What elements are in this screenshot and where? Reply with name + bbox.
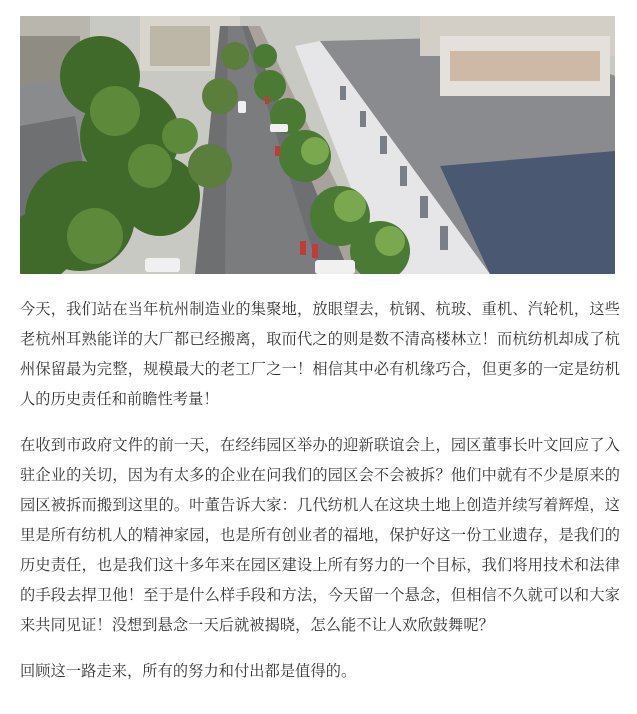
aerial-street-factory-photo	[20, 16, 615, 274]
article-paragraph: 在收到市政府文件的前一天，在经纬园区举办的迎新联谊会上，园区董事长叶文回应了入驻企业的关切，因为有太多的企业在问我们的园区会不会被拆？他们中就有不少是原来的园区被拆而搬到这里的。叶董告诉大家：几代纺机人在这块土地上创造并续写着辉煌，这里是所有纺机人的精神家园，也是所有创业者的福地，保护好这一份工业遗存，是我们的历史责任，也是我们这十多年来在园区建设上所有努力的一个目标，我们将用技术和法律的手段去捍卫他！至于是什么样手段和方法，今天留一个悬念，但相信不久就可以和大家来共同见证！没想到悬念一天后就被揭晓，怎么能不让人欢欣鼓舞呢？	[20, 436, 620, 634]
article-paragraph: 回顾这一路走来，所有的努力和付出都是值得的。	[20, 662, 357, 680]
article-paragraph: 今天，我们站在当年杭州制造业的集聚地，放眼望去，杭钢、杭玻、重机、汽轮机，这些老杭州耳熟能详的大厂都已经搬离，取而代之的则是数不清高楼林立！而杭纺机却成了杭州保留最为完整，规模最大的老工厂之一！相信其中必有机缘巧合，但更多的一定是纺机人的历史责任和前瞻性考量！	[20, 300, 620, 408]
article-body	[20, 294, 620, 686]
article-photo	[20, 16, 615, 274]
